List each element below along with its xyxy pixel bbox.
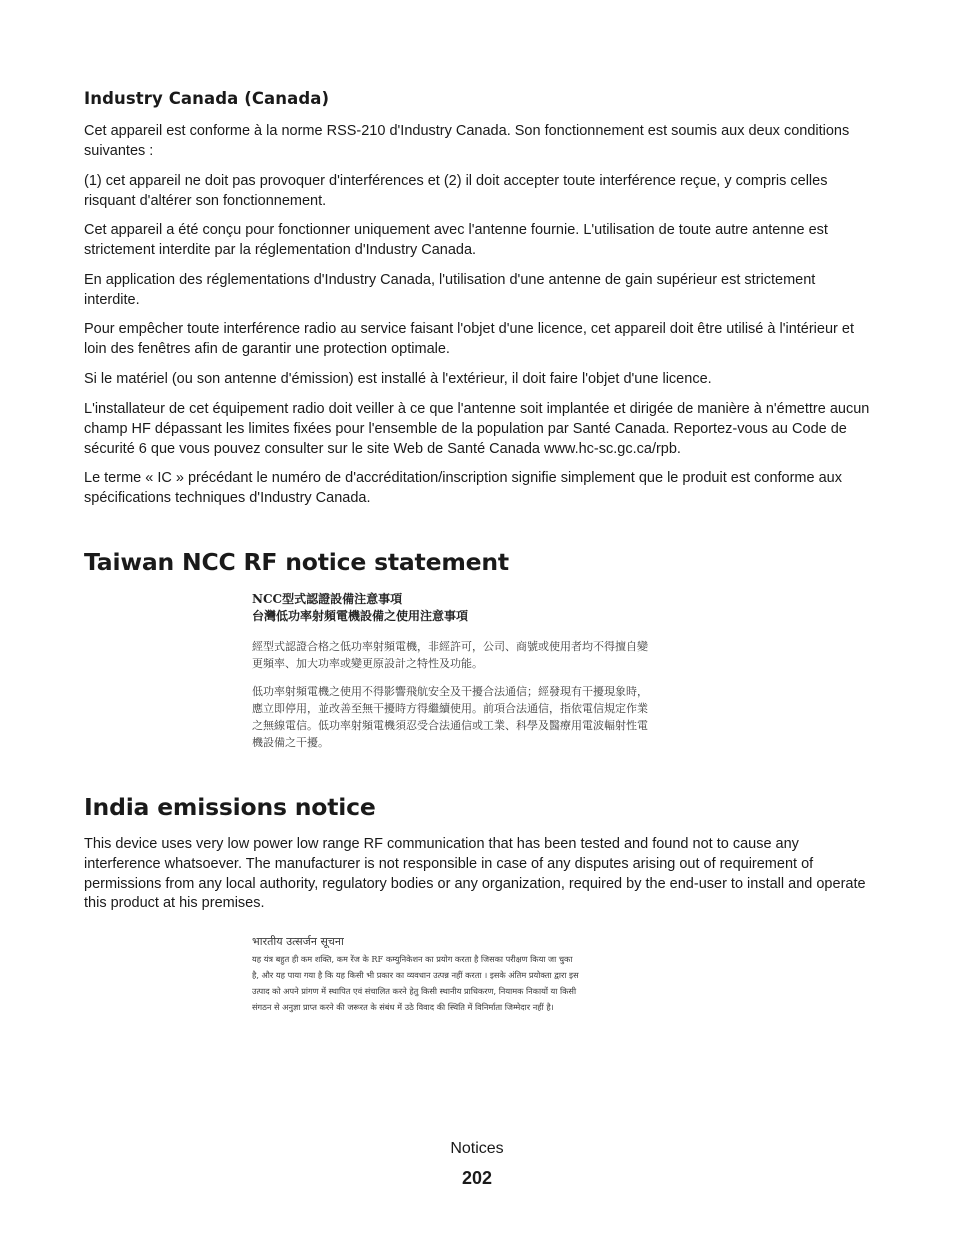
industry-canada-heading: Industry Canada (Canada) (84, 89, 330, 108)
page-number: 202 (461, 1168, 493, 1188)
taiwan-body-line-4: 應立即停用，並改善至無干擾時方得繼續使用。前項合法通信，指依電信規定作業 (252, 702, 648, 715)
taiwan-body-line-6: 機設備之干擾。 (252, 736, 329, 749)
hindi-line-3: उत्पाद को अपने प्रांगण में स्थापित एवं संचालित करने हेतु किसी स्थानीय प्राधिकरण, नियामक निकायों या किसी (252, 986, 577, 996)
taiwan-body-line-2: 更頻率、加大功率或變更原設計之特性及功能。 (252, 657, 483, 670)
taiwan-title-line-2: 台灣低功率射頻電機設備之使用注意事項 (252, 609, 469, 623)
hindi-line-4: संगठन से अनुज्ञा प्राप्त करने की जरूरत के संबंध में उठे विवाद की स्थिति में विनिर्माता जिम्मेदार नहीं है। (252, 1002, 554, 1012)
ic-paragraph-2: (1) cet appareil ne doit pas provoquer d'interférences et (2) il doit accepter toute interférence reçue, y compris celles risquant d'altérer son fonctionnement. (84, 173, 828, 209)
footer-section-label: Notices (450, 1140, 504, 1157)
taiwan-heading: Taiwan NCC RF notice statement (84, 548, 509, 576)
india-hindi-notice-image (252, 932, 704, 1015)
hindi-line-1: यह यंत्र बहुत ही कम शक्ति, कम रेंज के RF कम्युनिकेशन का प्रयोग करता है जिसका परीक्षण किया जा चुका (252, 954, 573, 964)
ic-paragraph-4: En application des réglementations d'Industry Canada, l'utilisation d'une antenne de gain supérieur est strictement interdite. (84, 272, 816, 308)
ic-paragraph-6: Si le matériel (ou son antenne d'émission) est installé à l'extérieur, il doit faire l'objet d'une licence. (84, 371, 712, 387)
taiwan-body-line-3: 低功率射頻電機之使用不得影響飛航安全及干擾合法通信；經發現有干擾現象時， (252, 685, 648, 698)
taiwan-ncc-notice-image (252, 591, 706, 751)
taiwan-title-line-1: NCC型式認證設備注意事項 (252, 592, 403, 606)
hindi-title: भारतीय उत्सर्जन सूचना (252, 935, 344, 948)
ic-paragraph-3: Cet appareil a été conçu pour fonctionner uniquement avec l'antenne fournie. L'utilisation de toute autre antenne est strictement interdite par la réglementation d'Industry Canada. (84, 222, 828, 258)
india-paragraph: This device uses very low power low range RF communication that has been tested and found not to cause any interference whatsoever. The manufacturer is not responsible in case of any disputes arising out of requirement of permissions from any local authority, regulatory bodies or any organization, required by the end-user to install and operate this product at his premises. (84, 836, 866, 912)
hindi-line-2: है, और यह पाया गया है कि यह किसी भी प्रकार का व्यवधान उत्पन्न नहीं करता । इसके अंतिम प्रयोक्ता द्वारा इस (252, 970, 579, 980)
ic-paragraph-5: Pour empêcher toute interférence radio au service faisant l'objet d'une licence, cet appareil doit être utilisé à l'intérieur et loin des fenêtres afin de garantir une protection optimale. (84, 321, 854, 357)
ic-paragraph-1: Cet appareil est conforme à la norme RSS-210 d'Industry Canada. Son fonctionnement est soumis aux deux conditions suivantes : (84, 123, 850, 159)
ic-paragraph-8: Le terme « IC » précédant le numéro de d'accréditation/inscription signifie simplement que le produit est conforme aux spécifications techniques d'Industry Canada. (84, 470, 842, 506)
ic-paragraph-7: L'installateur de cet équipement radio doit veiller à ce que l'antenne soit implantée et dirigée de manière à n'émettre aucun champ HF dépassant les limites fixées pour l'ensemble de la population par Santé Canada. Reportez-vous au Code de sécurité 6 que vous pouvez consulter sur le site Web de Santé Canada www.hc-sc.gc.ca/rpb. (84, 401, 870, 457)
taiwan-body-line-1: 經型式認證合格之低功率射頻電機，非經許可，公司、商號或使用者均不得擅自變 (252, 640, 648, 653)
taiwan-body-line-5: 之無線電信。低功率射頻電機須忍受合法通信或工業、科學及醫療用電波輻射性電 (252, 719, 648, 732)
india-heading: India emissions notice (84, 793, 376, 821)
